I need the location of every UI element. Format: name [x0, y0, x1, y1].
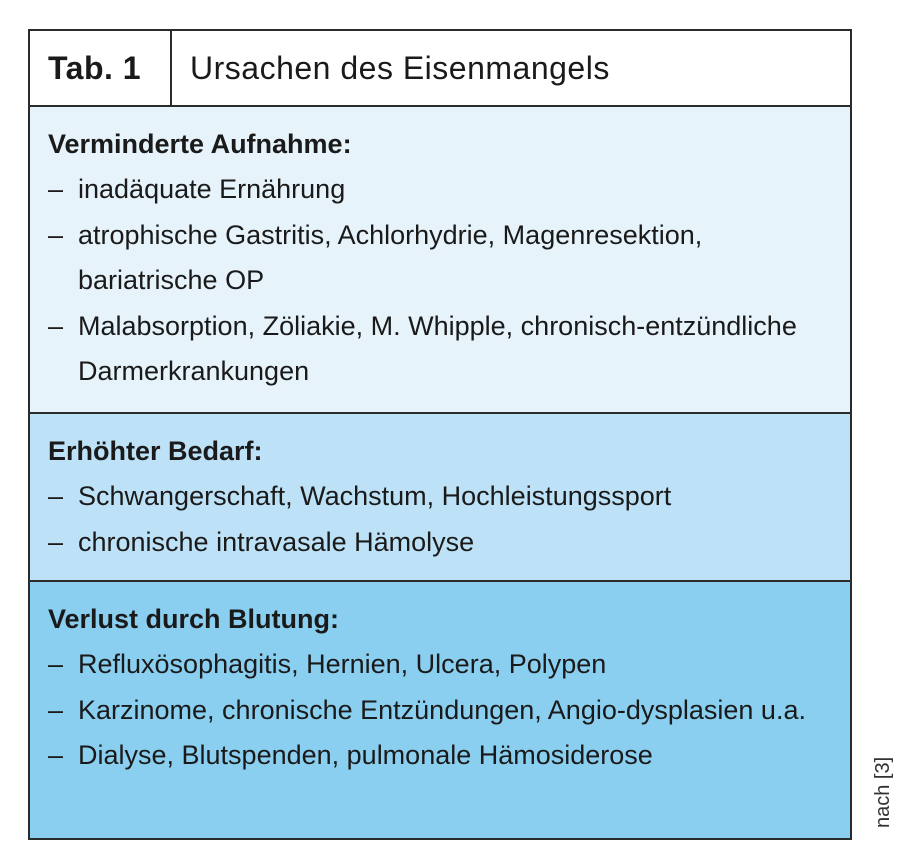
table-title: Ursachen des Eisenmangels [190, 49, 610, 86]
cause-list [48, 474, 832, 565]
section-blood-loss [30, 580, 850, 838]
section-reduced-absorption [30, 107, 850, 412]
list-item: – Schwangerschaft, Wachstum, Hochleistungssport [48, 474, 832, 520]
list-item: – Malabsorption, Zöliakie, M. Whipple, chronisch-entzündliche Darmerkrankungen [48, 304, 832, 395]
table-header [30, 31, 850, 107]
list-item: – Refluxösophagitis, Hernien, Ulcera, Polypen [48, 642, 832, 688]
cause-list [48, 642, 832, 779]
list-item: – Dialyse, Blutspenden, pulmonale Hämosiderose [48, 733, 832, 779]
section-heading: Verlust durch Blutung: [48, 604, 340, 634]
list-item: – Karzinome, chronische Entzündungen, Angio-dysplasien u.a. [48, 688, 832, 734]
source-note: nach [3] [872, 756, 894, 828]
table-number: Tab. 1 [30, 31, 172, 105]
causes-table [28, 29, 852, 840]
list-item: – inadäquate Ernährung [48, 167, 832, 213]
cause-list [48, 167, 832, 395]
section-heading: Verminderte Aufnahme: [48, 129, 352, 159]
section-heading: Erhöhter Bedarf: [48, 436, 263, 466]
list-item: – chronische intravasale Hämolyse [48, 520, 832, 566]
section-increased-demand [30, 412, 850, 580]
list-item: – atrophische Gastritis, Achlorhydrie, Magenresektion, bariatrische OP [48, 213, 832, 304]
